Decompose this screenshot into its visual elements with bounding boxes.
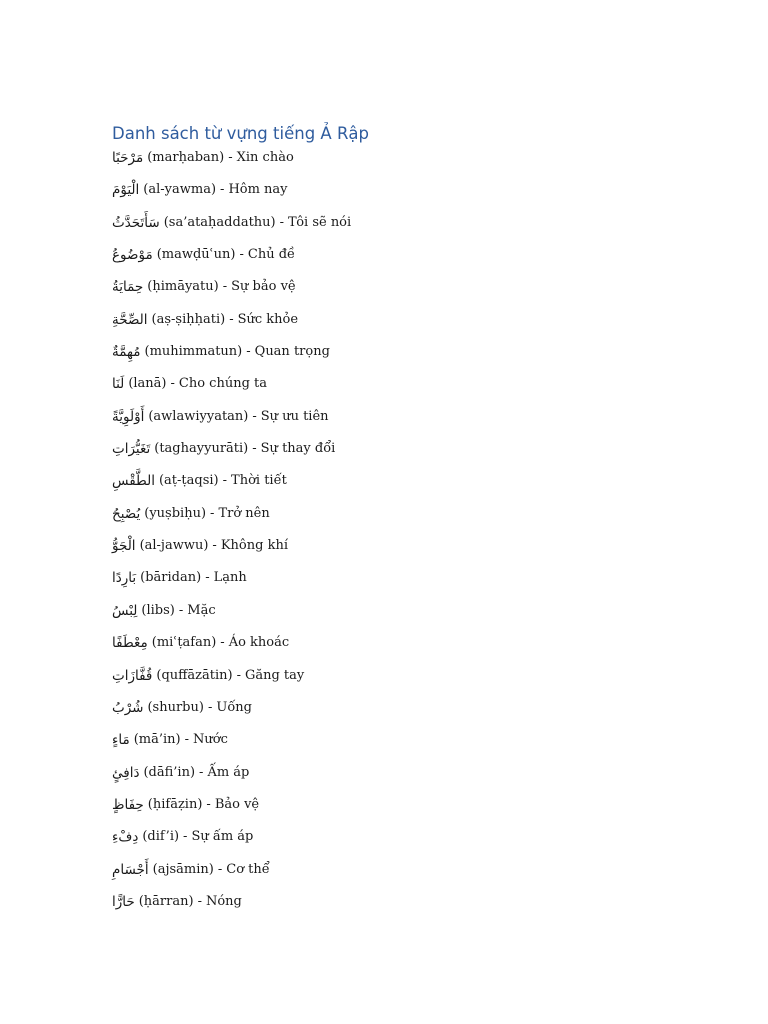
vocab-entry — [112, 826, 351, 858]
vietnamese-meaning: Áo khoác — [228, 635, 290, 651]
transliteration: (ḥifāẓin) — [147, 796, 203, 812]
transliteration: (sa’ataḥaddathu) — [163, 214, 276, 230]
separator: - — [206, 796, 211, 812]
arabic-word: مِعْطَفًا — [112, 635, 148, 652]
document-title: Danh sách từ vựng tiếng Ả Rập — [112, 124, 369, 143]
transliteration: (dif’i) — [142, 829, 180, 845]
vocab-entry — [112, 438, 351, 470]
vietnamese-meaning: Không khí — [220, 538, 288, 554]
separator: - — [210, 505, 215, 521]
vietnamese-meaning: Tôi sẽ nói — [288, 214, 352, 230]
transliteration: (libs) — [141, 602, 175, 618]
arabic-word: دَافِئٍ — [112, 764, 140, 781]
separator: - — [197, 893, 202, 909]
vocab-entry — [112, 859, 351, 891]
separator: - — [279, 214, 285, 230]
transliteration: (marḥaban) — [147, 150, 225, 165]
arabic-word: حَارًّا — [112, 893, 135, 910]
transliteration: (al-jawwu) — [139, 538, 209, 554]
transliteration: (miʿṭafan) — [151, 635, 217, 651]
transliteration: (lanā) — [128, 376, 167, 392]
vocab-entry — [112, 373, 351, 405]
vocab-entry — [112, 762, 351, 794]
separator: - — [229, 311, 234, 327]
transliteration: (shurbu) — [147, 699, 204, 715]
vietnamese-meaning: Uống — [216, 699, 252, 715]
vietnamese-meaning: Xin chào — [236, 150, 294, 165]
vietnamese-meaning: Sức khỏe — [237, 311, 299, 327]
arabic-word: حِفَاظٍ — [112, 796, 144, 813]
vietnamese-meaning: Nóng — [205, 893, 242, 909]
transliteration: (bāridan) — [140, 570, 202, 586]
transliteration: (al-yawma) — [143, 182, 217, 198]
arabic-word: الطَّقْسِ — [112, 473, 155, 490]
vietnamese-meaning: Sự ấm áp — [191, 829, 254, 845]
vietnamese-meaning: Bảo vệ — [214, 796, 260, 812]
transliteration: (taghayyurāti) — [154, 441, 249, 457]
vocab-entry — [112, 341, 351, 373]
vietnamese-meaning: Sự bảo vệ — [231, 279, 296, 295]
separator: - — [222, 473, 228, 489]
vocab-entry — [112, 309, 351, 341]
transliteration: (mā’in) — [133, 732, 181, 748]
separator: - — [183, 829, 188, 845]
vocab-entry — [112, 503, 351, 535]
transliteration: (ajsāmin) — [152, 861, 214, 877]
vietnamese-meaning: Hôm nay — [228, 182, 288, 198]
vocab-entry — [112, 406, 351, 438]
arabic-word: لِبْسُ — [112, 602, 138, 619]
transliteration: (quffāzātin) — [156, 667, 233, 683]
separator: - — [236, 667, 241, 683]
arabic-word: شُرْبُ — [112, 699, 144, 716]
vietnamese-meaning: Ấm áp — [207, 764, 250, 780]
vocab-entry — [112, 470, 351, 502]
vietnamese-meaning: Nước — [193, 732, 228, 748]
separator: - — [199, 764, 204, 780]
vocab-entry — [112, 794, 351, 826]
transliteration: (dāfi’in) — [143, 764, 196, 780]
separator: - — [252, 408, 257, 424]
vocabulary-list — [112, 147, 351, 923]
vocab-entry — [112, 212, 351, 244]
separator: - — [178, 602, 184, 618]
transliteration: (muhimmatun) — [144, 344, 243, 360]
vocab-entry — [112, 665, 351, 697]
vietnamese-meaning: Cơ thể — [226, 861, 270, 877]
vietnamese-meaning: Sự thay đổi — [260, 441, 336, 457]
vocab-entry — [112, 729, 351, 761]
transliteration: (aṣ-ṣiḥḥati) — [151, 311, 226, 327]
arabic-word: أَجْسَامِ — [112, 861, 149, 878]
transliteration: (ḥimāyatu) — [147, 279, 219, 295]
arabic-word: مُهِمَّةٌ — [112, 344, 141, 361]
vietnamese-meaning: Mặc — [187, 602, 216, 618]
transliteration: (yuṣbiḥu) — [144, 505, 207, 521]
vietnamese-meaning: Thời tiết — [231, 473, 287, 489]
separator: - — [220, 182, 225, 198]
vietnamese-meaning: Găng tay — [244, 667, 305, 683]
vietnamese-meaning: Cho chúng ta — [178, 376, 268, 392]
arabic-word: لَنَا — [112, 376, 125, 393]
arabic-word: الْيَوْمَ — [112, 182, 140, 199]
vietnamese-meaning: Sự ưu tiên — [260, 408, 329, 424]
vocab-entry — [112, 600, 351, 632]
separator: - — [252, 441, 257, 457]
separator: - — [217, 861, 223, 877]
arabic-word: دِفْءِ — [112, 829, 139, 846]
separator: - — [170, 376, 175, 392]
separator: - — [207, 699, 213, 715]
arabic-word: مَرْحَبًا — [112, 150, 144, 166]
vocab-entry — [112, 632, 351, 664]
vocab-entry — [112, 276, 351, 308]
arabic-word: سَأَتَحَدَّثُ — [112, 214, 160, 231]
separator: - — [220, 635, 225, 651]
vocab-entry — [112, 147, 351, 179]
separator: - — [184, 732, 189, 748]
separator: - — [239, 247, 244, 263]
vietnamese-meaning: Chủ đề — [247, 247, 296, 263]
transliteration: (awlawiyyatan) — [148, 408, 249, 424]
arabic-word: الصِّحَّةِ — [112, 311, 148, 328]
vocab-entry — [112, 535, 351, 567]
arabic-word: مَاءٍ — [112, 732, 130, 749]
vietnamese-meaning: Lạnh — [213, 570, 247, 586]
vocab-entry — [112, 179, 351, 211]
arabic-word: قُفَّازَاتِ — [112, 667, 153, 684]
separator: - — [228, 150, 233, 165]
vietnamese-meaning: Trở nên — [218, 505, 270, 521]
transliteration: (ḥārran) — [138, 893, 194, 909]
vietnamese-meaning: Quan trọng — [254, 344, 330, 360]
arabic-word: الْجَوُّ — [112, 538, 136, 555]
separator: - — [212, 538, 217, 554]
vocab-entry — [112, 891, 351, 923]
arabic-word: بَارِدًا — [112, 570, 137, 587]
transliteration: (mawḍūʿun) — [156, 247, 236, 263]
vocab-entry — [112, 697, 351, 729]
arabic-word: مَوْضُوعُ — [112, 247, 153, 264]
transliteration: (aṭ-ṭaqsi) — [158, 473, 219, 489]
vocab-entry — [112, 244, 351, 276]
arabic-word: حِمَايَةُ — [112, 279, 144, 296]
arabic-word: أَوْلَوِيَّةً — [112, 408, 145, 425]
separator: - — [222, 279, 228, 295]
separator: - — [246, 344, 251, 360]
arabic-word: يُصْبِحُ — [112, 505, 141, 522]
arabic-word: تَغَيُّرَاتِ — [112, 441, 151, 458]
vocab-entry — [112, 567, 351, 599]
separator: - — [205, 570, 210, 586]
